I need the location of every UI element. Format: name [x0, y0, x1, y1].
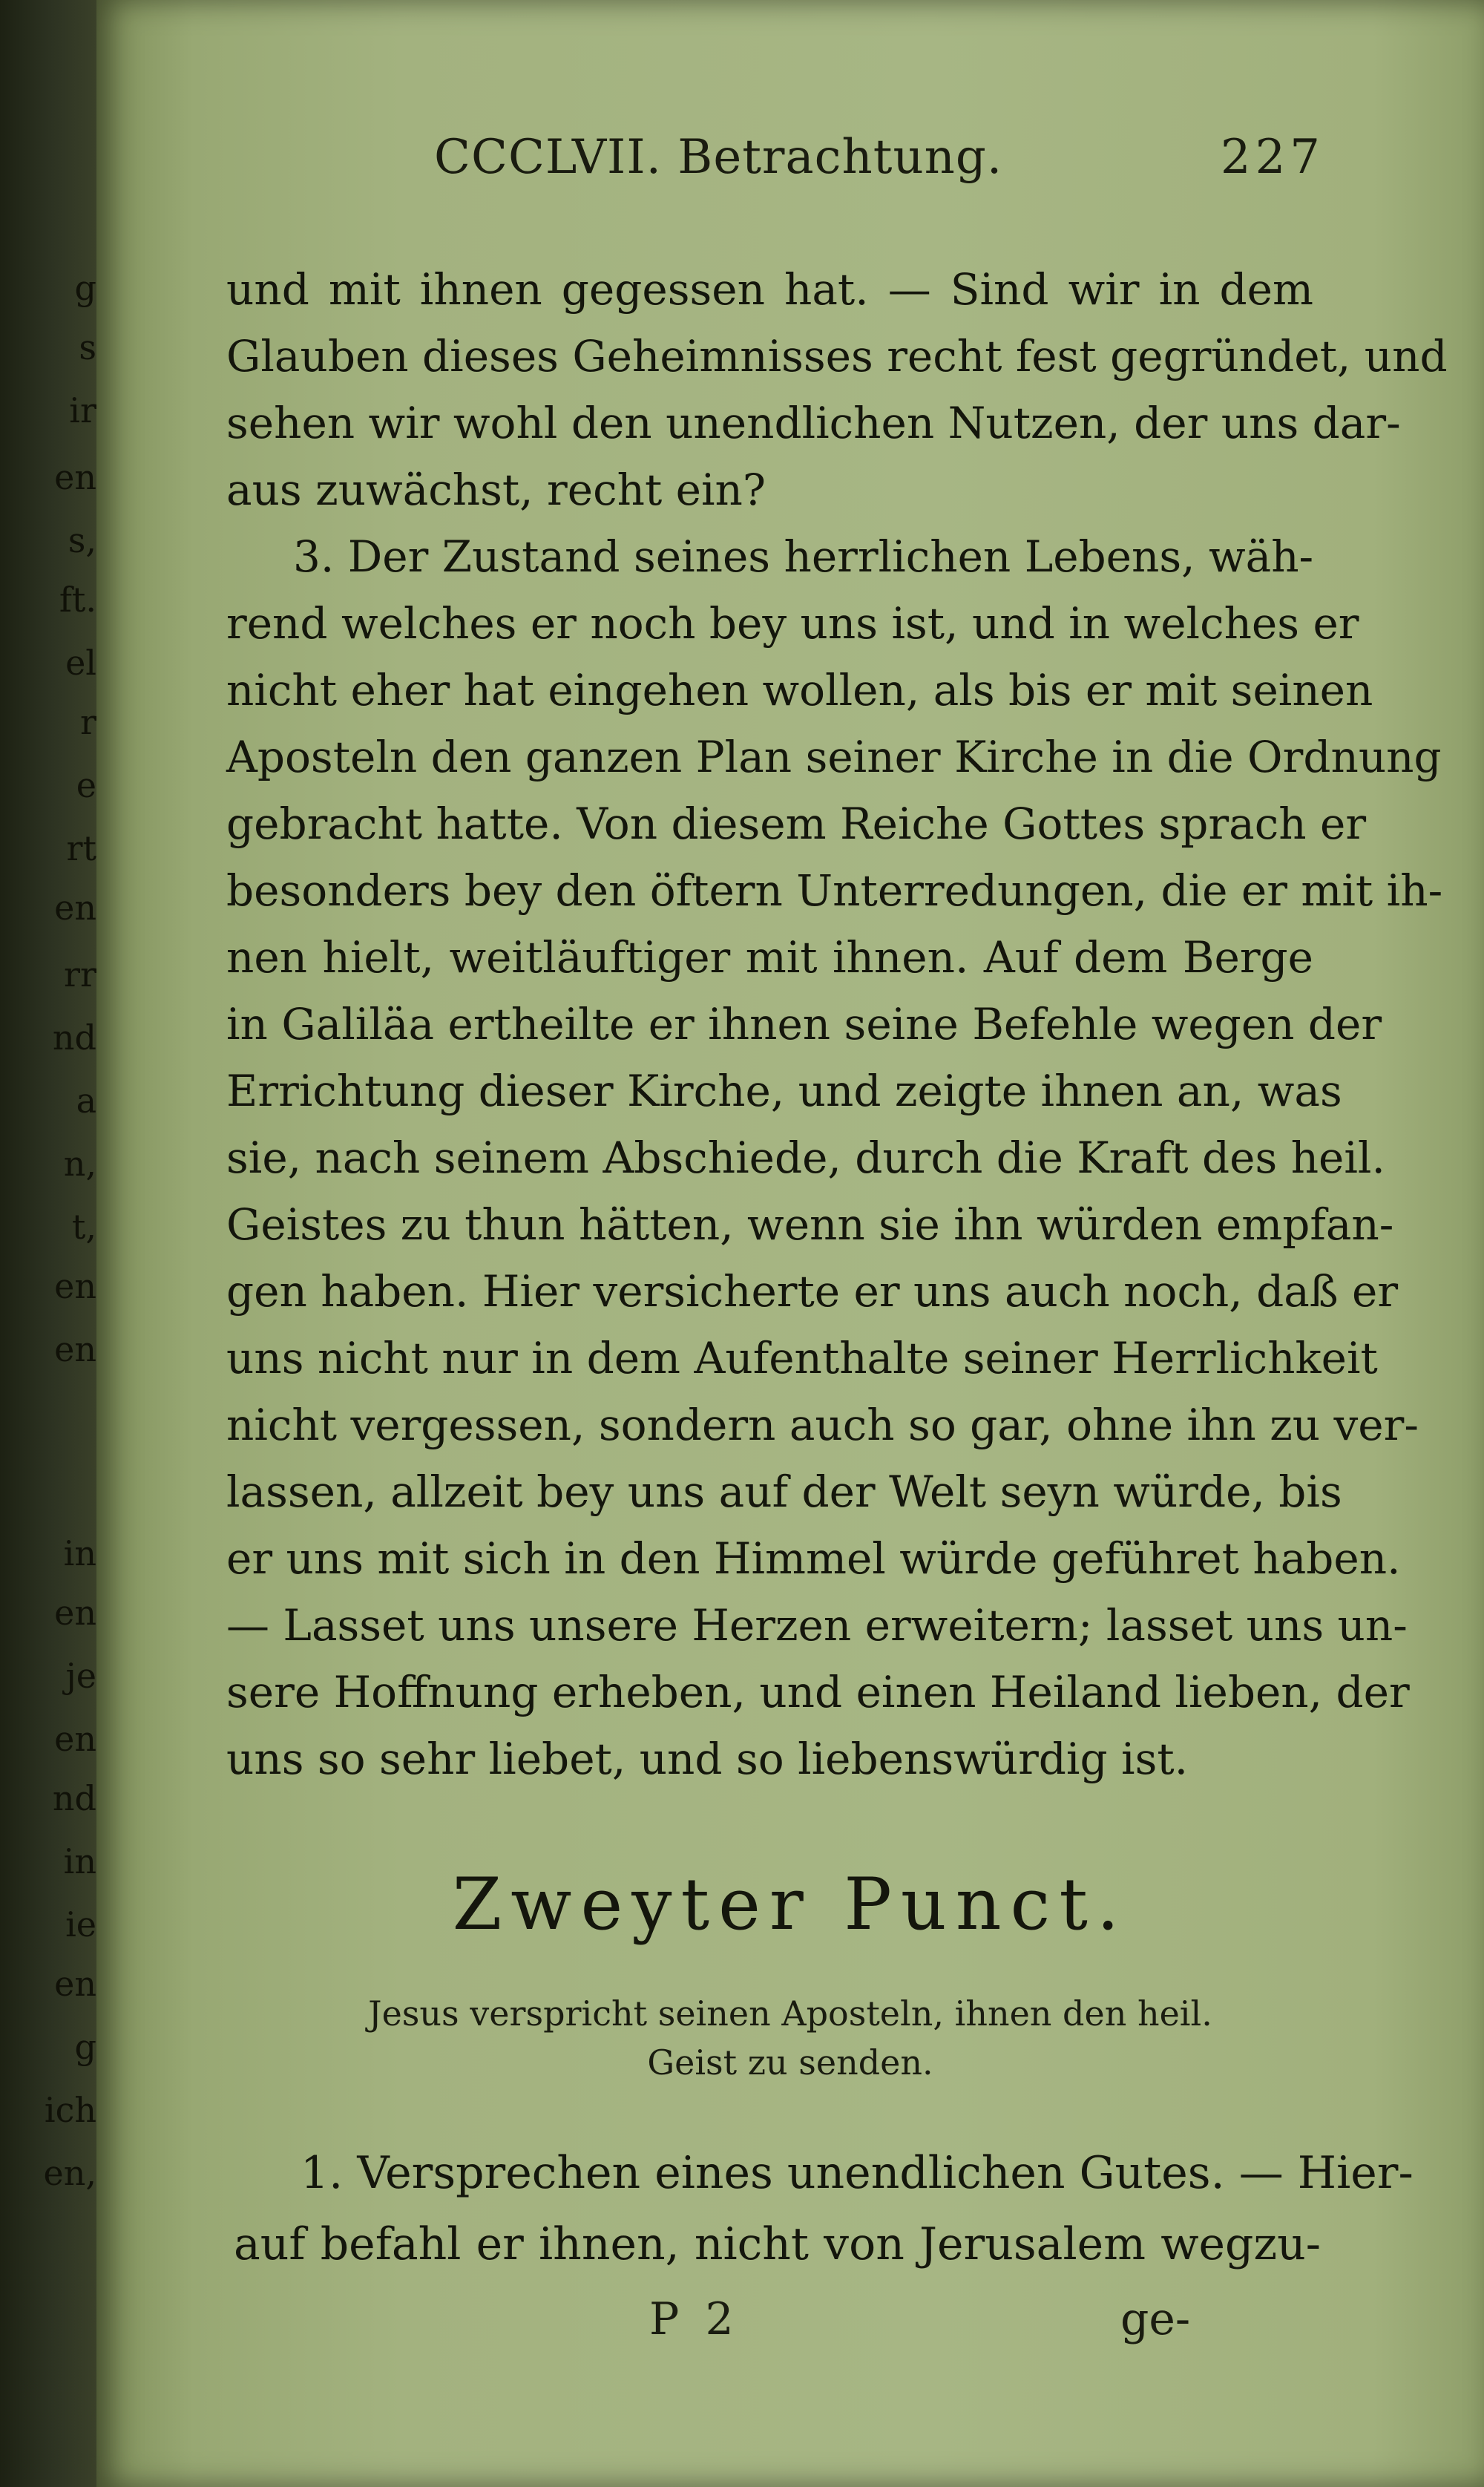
text-line: 1. Versprechen eines unendlichen Gutes. — Hier- [301, 2147, 1414, 2199]
text-line: er uns mit sich in den Himmel würde geführet haben. [226, 1533, 1401, 1584]
book-gutter [0, 0, 96, 2487]
summary-line: Jesus verspricht seinen Aposteln, ihnen den heil. [368, 1993, 1212, 2034]
text-line: lassen, allzeit bey uns auf der Welt seyn würde, bis [226, 1467, 1342, 1517]
gutter-fragment: ir [69, 390, 96, 430]
section-title: Zweyter Punct. [452, 1863, 1129, 1946]
text-line: Errichtung dieser Kirche, und zeigte ihnen an, was [226, 1066, 1342, 1116]
body-text [226, 256, 1448, 1792]
text-line: gen haben. Hier versicherte er uns auch noch, daß er [226, 1266, 1399, 1317]
gutter-fragment: en, [43, 2153, 96, 2193]
gutter-fragment: r [80, 702, 96, 742]
gutter-fragment: el [65, 643, 96, 683]
gutter-fragment: g [74, 2027, 96, 2067]
gutter-fragment: nd [52, 1018, 96, 1058]
gutter-fragment: e [76, 765, 96, 805]
gutter-fragment: en [54, 1266, 96, 1306]
gutter-fragment: ie [65, 1904, 96, 1944]
page-number: 227 [1220, 130, 1324, 185]
text-line: nen hielt, weitläuftiger mit ihnen. Auf dem Berge [226, 932, 1313, 983]
text-line: sere Hoffnung erheben, und einen Heiland lieben, der [226, 1667, 1410, 1717]
text-line: aus zuwächst, recht ein? [226, 465, 766, 515]
text-line: besonders bey den öftern Unterredungen, die er mit ih- [226, 865, 1443, 916]
gutter-fragment: en [54, 1593, 96, 1633]
text-line: Geistes zu thun hätten, wenn sie ihn würden empfan- [226, 1199, 1394, 1250]
gutter-fragment: en [54, 888, 96, 928]
gutter-fragment: ft. [59, 580, 96, 620]
text-line: sie, nach seinem Abschiede, durch die Kraft des heil. [226, 1133, 1385, 1183]
text-line: und mit ihnen gegessen hat. — Sind wir in dem [226, 264, 1313, 315]
text-line: — Lasset uns unsere Herzen erweitern; lasset uns un- [226, 1600, 1408, 1651]
gutter-fragment: nd [52, 1778, 96, 1818]
gutter-fragment: in [63, 1841, 96, 1881]
text-line: Glauben dieses Geheimnisses recht fest gegründet, und [226, 331, 1448, 381]
gutter-fragment: rt [66, 828, 96, 868]
gutter-fragment: en [54, 1964, 96, 2004]
text-line: gebracht hatte. Von diesem Reiche Gottes sprach er [226, 799, 1367, 849]
text-line: 3. Der Zustand seines herrlichen Lebens, wäh- [293, 531, 1314, 582]
gutter-fragment: s, [68, 520, 96, 560]
gutter-fragment: g [74, 268, 96, 308]
text-line: auf befahl er ihnen, nicht von Jerusalem wegzu- [234, 2218, 1321, 2270]
text-line: nicht vergessen, sondern auch so gar, ohne ihn zu ver- [226, 1400, 1419, 1450]
text-line: sehen wir wohl den unendlichen Nutzen, der uns dar- [226, 398, 1401, 448]
running-head: CCCLVII. Betrachtung. [434, 130, 1003, 185]
gutter-fragment: a [76, 1081, 96, 1121]
text-line: rend welches er noch bey uns ist, und in welches er [226, 598, 1359, 649]
summary-line: Geist zu senden. [647, 2042, 933, 2083]
page-footer [96, 2293, 1484, 2360]
section-summary [96, 1989, 1484, 2087]
gutter-fragment: en [54, 457, 96, 497]
page-header [338, 130, 1324, 197]
text-line: uns so sehr liebet, und so liebenswürdig ist. [226, 1734, 1189, 1784]
text-line: nicht eher hat eingehen wollen, als bis er mit seinen [226, 665, 1373, 715]
gutter-fragment: en [54, 1329, 96, 1369]
catchword: ge- [1120, 2293, 1191, 2345]
gutter-fragment: t, [71, 1207, 96, 1247]
book-page [96, 0, 1484, 2487]
point-paragraph [234, 2137, 1414, 2280]
gutter-fragment: in [63, 1533, 96, 1573]
text-line: uns nicht nur in dem Aufenthalte seiner Herrlichkeit [226, 1333, 1378, 1383]
text-line: Aposteln den ganzen Plan seiner Kirche in die Ordnung [226, 732, 1442, 782]
gutter-fragment: rr [64, 954, 96, 995]
text-line: in Galiläa ertheilte er ihnen seine Befehle wegen der [226, 999, 1382, 1049]
gutter-fragment: ich [44, 2090, 96, 2130]
gutter-fragment: en [54, 1719, 96, 1759]
gutter-fragment: s [79, 327, 96, 367]
signature-mark: P 2 [649, 2293, 740, 2345]
gutter-fragment: n, [63, 1144, 96, 1184]
gutter-fragment: je [65, 1656, 96, 1696]
